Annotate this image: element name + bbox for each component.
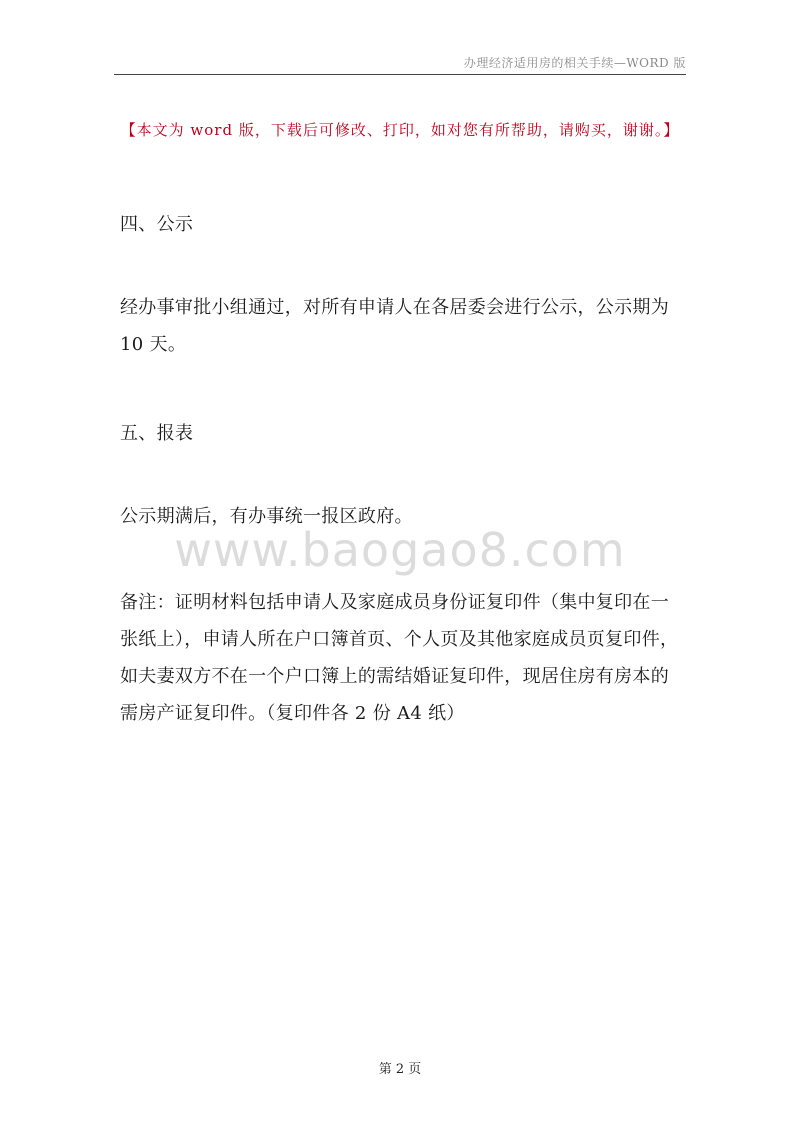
section-heading-5	[120, 415, 686, 452]
document-title: 办理经济适用房的相关手续—WORD 版	[463, 56, 686, 70]
section-heading-4	[120, 206, 686, 243]
header-divider	[114, 74, 686, 75]
remark-line-3: 如夫妻双方不在一个户口簿上的需结婚证复印件，现居住房有房本的	[120, 666, 669, 687]
remark-paragraph	[120, 584, 686, 732]
site-watermark: www.baogao8.com	[174, 523, 626, 577]
section-4-body	[120, 289, 686, 363]
remark-line-4: 需房产证复印件。（复印件各 2 份 A4 纸）	[120, 703, 465, 724]
remark-line-2: 张纸上），申请人所在户口簿首页、个人页及其他家庭成员页复印件，	[120, 629, 679, 650]
remark-line-1: 备注：证明材料包括申请人及家庭成员身份证复印件（集中复印在一	[120, 592, 669, 613]
section-4-title: 四、公示	[120, 214, 194, 235]
word-version-notice: 【本文为 word 版，下载后可修改、打印，如对您有所帮助，请购买，谢谢。】	[120, 121, 680, 139]
section-4-line-1: 经办事审批小组通过，对所有申请人在各居委会进行公示，公示期为	[120, 297, 669, 318]
section-5-title: 五、报表	[120, 423, 194, 444]
section-4-line-2: 10 天。	[120, 334, 187, 355]
section-5-line-1: 公示期满后，有办事统一报区政府。	[120, 506, 413, 527]
page-number: 第 2 页	[378, 1062, 422, 1077]
